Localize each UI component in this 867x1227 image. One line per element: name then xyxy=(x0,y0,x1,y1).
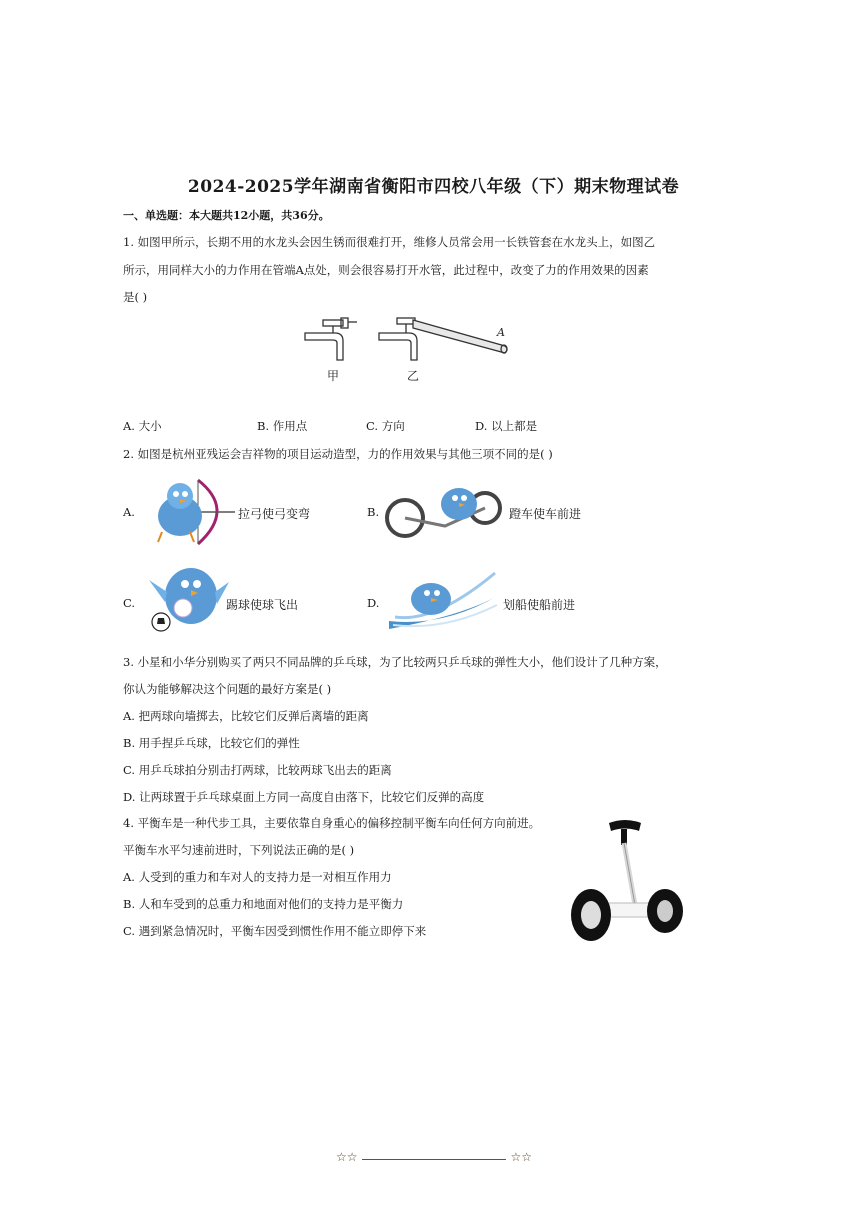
q1-line-2: 所示，用同样大小的力作用在管端A点处，则会很容易打开水管，此过程中，改变了力的作用效果的因素 xyxy=(123,263,649,277)
q2-option-b-letter: B. xyxy=(367,505,380,519)
footer-rule xyxy=(362,1159,506,1160)
q2-option-a-caption: 拉弓使弓变弯 xyxy=(238,507,311,521)
q1-option-a: A. 大小 xyxy=(123,419,162,433)
q4-option-a: A. 人受到的重力和车对人的支持力是一对相互作用力 xyxy=(123,870,392,884)
q1-option-d: D. 以上都是 xyxy=(475,419,538,433)
q2-option-c-letter: C. xyxy=(123,596,136,610)
footer-ornament xyxy=(336,1150,532,1168)
q3-line-1: 3. 小星和小华分别购买了两只不同品牌的乒乓球，为了比较两只乒乓球的弹性大小，他们设计了几种方案， xyxy=(123,655,667,669)
fig-label-yi: 乙 xyxy=(407,369,420,383)
q2-option-d-caption: 划船使船前进 xyxy=(503,598,576,612)
q1-line-3: 是( ) xyxy=(123,290,148,304)
section-heading: 一、单选题：本大题共12小题，共36分。 xyxy=(123,209,330,222)
exam-title: 2024-2025学年湖南省衡阳市四校八年级（下）期末物理试卷 xyxy=(187,177,680,197)
q2-line: 2. 如图是杭州亚残运会吉祥物的项目运动造型，力的作用效果与其他三项不同的是( ) xyxy=(123,447,553,461)
fig-label-jia: 甲 xyxy=(327,369,340,383)
faucet-jia xyxy=(305,318,357,360)
q3-option-b: B. 用手捏乒乓球，比较它们的弹性 xyxy=(123,736,300,750)
q2-option-c-caption: 踢球使球飞出 xyxy=(226,598,299,612)
q2-option-b-caption: 蹬车使车前进 xyxy=(509,507,582,521)
faucet-yi xyxy=(379,318,507,360)
q3-option-a: A. 把两球向墙掷去，比较它们反弹后离墙的距离 xyxy=(123,709,369,723)
q1-option-c: C. 方向 xyxy=(366,419,405,433)
mascot-archery-image xyxy=(140,472,240,550)
q2-option-a-letter: A. xyxy=(123,505,135,519)
mascot-rowing-image xyxy=(385,565,503,633)
mascot-soccer-image xyxy=(143,562,233,634)
q4-option-c: C. 遇到紧急情况时，平衡车因受到惯性作用不能立即停下来 xyxy=(123,924,427,938)
balance-scooter-image xyxy=(565,815,690,945)
footer-stars-right: ☆☆ xyxy=(510,1150,532,1164)
q4-line-1: 4. 平衡车是一种代步工具，主要依靠自身重心的偏移控制平衡车向任何方向前进。 xyxy=(123,816,541,830)
q3-option-d: D. 让两球置于乒乓球桌面上方同一高度自由落下，比较它们反弹的高度 xyxy=(123,790,485,804)
q3-line-2: 你认为能够解决这个问题的最好方案是( ) xyxy=(123,682,332,696)
mascot-cycling-image xyxy=(385,478,505,544)
q1-line-1: 1. 如图甲所示，长期不用的水龙头会因生锈而很难打开，维修人员常会用一长铁管套在水龙头上，如图乙 xyxy=(123,235,656,249)
q2-option-d-letter: D. xyxy=(367,596,380,610)
q3-option-c: C. 用乒乓球拍分别击打两球，比较两球飞出去的距离 xyxy=(123,763,392,777)
q1-option-b: B. 作用点 xyxy=(257,419,308,433)
footer-stars-left: ☆☆ xyxy=(336,1150,358,1164)
q4-option-b: B. 人和车受到的总重力和地面对他们的支持力是平衡力 xyxy=(123,897,404,911)
faucet-figure xyxy=(295,308,520,388)
fig-label-a: A xyxy=(497,326,505,339)
q4-line-2: 平衡车水平匀速前进时，下列说法正确的是( ) xyxy=(123,843,355,857)
